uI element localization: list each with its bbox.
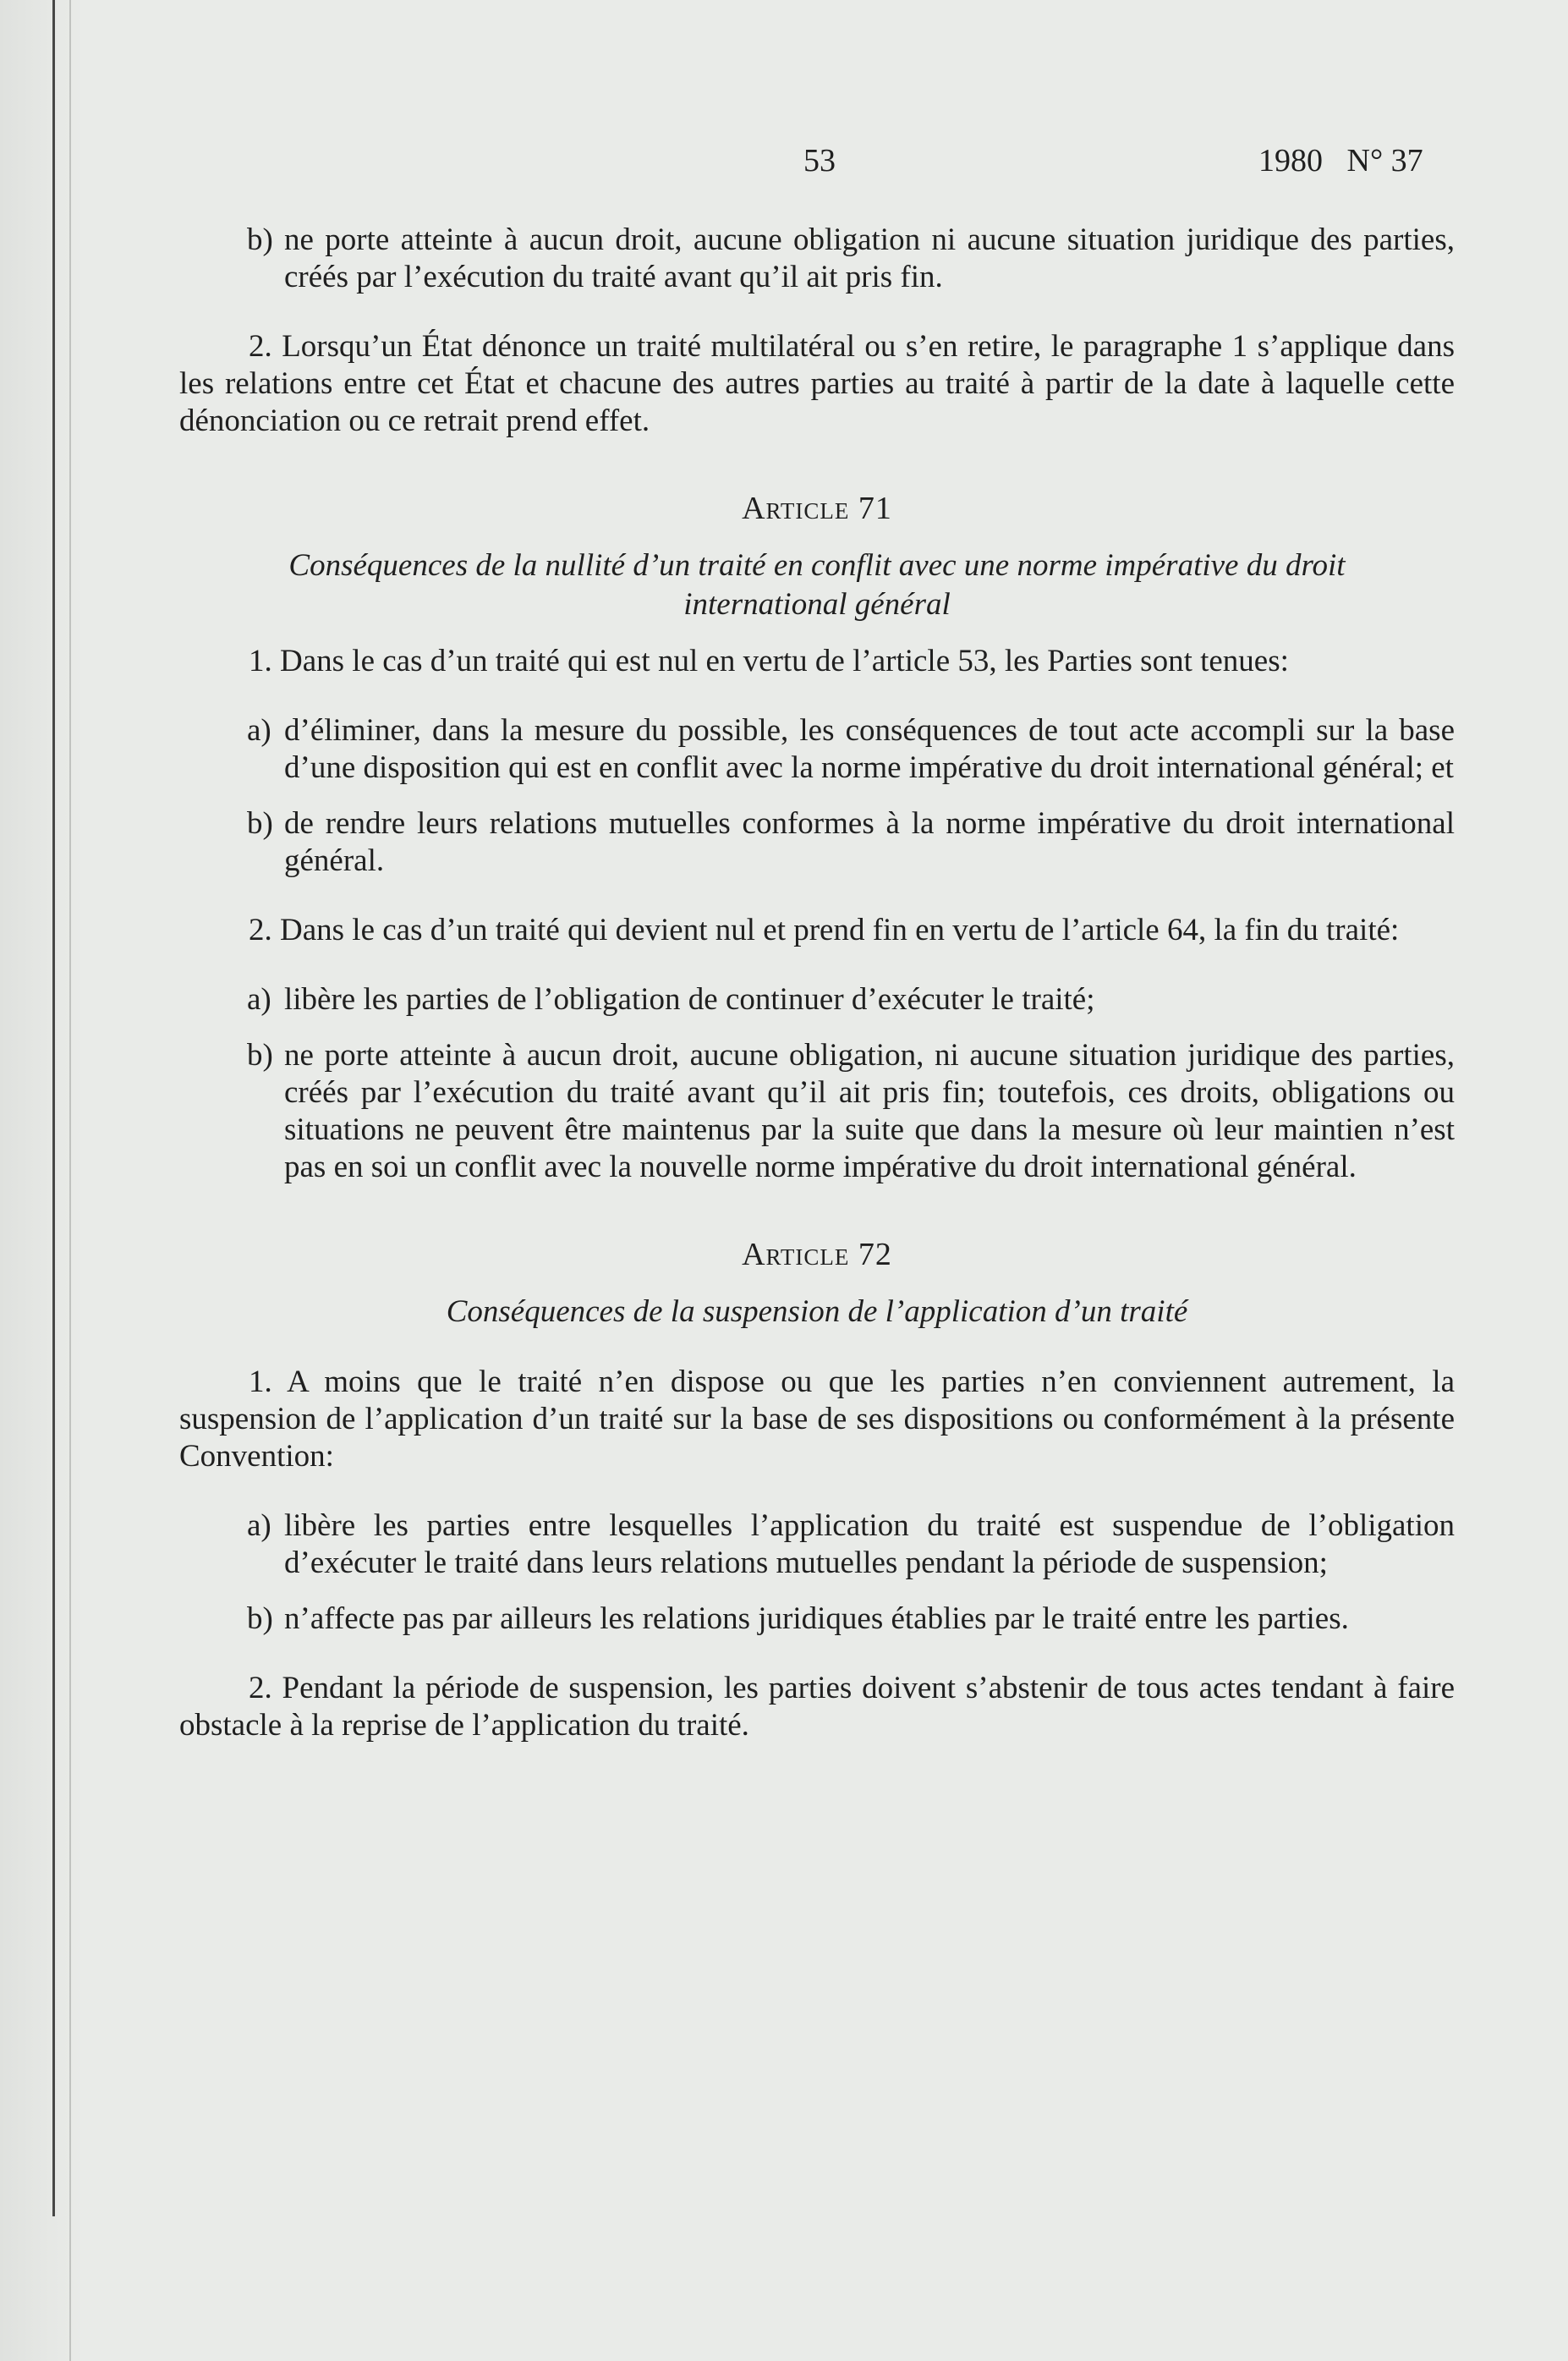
page-number: 53 [803, 143, 836, 178]
page-content [179, 222, 1455, 1744]
item-label: a) [247, 982, 271, 1017]
article-71-item-a [179, 712, 1455, 787]
article-72-item-b [179, 1601, 1455, 1638]
article-71-heading: Article 71 [742, 491, 892, 526]
item-text: ne porte atteinte à aucun droit, aucune obligation, ni aucune situation juridique des parties, créés par l’exécution du traité avant qu’il ait pris fin; toutefois, ces droits, obligations ou situations ne peuvent être maintenus par la suite que dans la mesure où leur maintien n’est pas en soi un conflit avec la nouvelle norme impérative du droit international général. [284, 1038, 1455, 1184]
item-label: a) [247, 713, 271, 748]
article-72-title: Conséquences de la suspension de l’application d’un traité [446, 1294, 1188, 1329]
item-text: libère les parties de l’obligation de continuer d’exécuter le traité; [284, 982, 1095, 1017]
item-text: ne porte atteinte à aucun droit, aucune obligation ni aucune situation juridique des parties, créés par l’exécution du traité avant qu’il ait pris fin. [284, 222, 1455, 294]
article-71-item-2a [179, 981, 1455, 1019]
article-71-paragraph-2: 2. Dans le cas d’un traité qui devient nul et prend fin en vertu de l’article 64, la fin du traité: [249, 913, 1400, 947]
article-71-item-b [179, 805, 1455, 880]
item-text: d’éliminer, dans la mesure du possible, les conséquences de tout acte accompli sur la base d’une disposition qui est en conflit avec la norme impérative du droit international général; et [284, 713, 1455, 785]
article-71-item-2b [179, 1037, 1455, 1186]
item-label: b) [247, 1038, 273, 1073]
article-72-paragraph-2: 2. Pendant la période de suspension, les parties doivent s’abstenir de tous actes tendant à faire obstacle à la reprise de l’application du traité. [179, 1671, 1455, 1743]
item-label: a) [247, 1508, 271, 1543]
item-text: de rendre leurs relations mutuelles conformes à la norme impérative du droit international général. [284, 806, 1455, 878]
article-71-title: Conséquences de la nullité d’un traité en conflit avec une norme impérative du droit international général [288, 548, 1346, 622]
item-text: n’affecte pas par ailleurs les relations juridiques établies par le traité entre les parties. [284, 1601, 1349, 1636]
document-reference: 1980 N° 37 [1258, 143, 1423, 178]
intro-paragraph-2: 2. Lorsqu’un État dénonce un traité multilatéral ou s’en retire, le paragraphe 1 s’applique dans les relations entre cet État et chacune des autres parties au traité à partir de la date à laquelle cette dénonciation ou ce retrait prend effet. [179, 329, 1455, 438]
page-header [0, 142, 1568, 184]
item-label: b) [247, 806, 273, 841]
article-72-paragraph-1: 1. A moins que le traité n’en dispose ou que les parties n’en conviennent autrement, la suspension de l’application d’un traité sur la base de ses dispositions ou conformément à la présente Convention: [179, 1364, 1455, 1474]
item-text: libère les parties entre lesquelles l’application du traité est suspendue de l’obligation d’exécuter le traité dans leurs relations mutuelles pendant la période de suspension; [284, 1508, 1455, 1580]
intro-item-b [179, 222, 1455, 296]
article-71-paragraph-1: 1. Dans le cas d’un traité qui est nul en vertu de l’article 53, les Parties sont tenues: [249, 644, 1289, 678]
item-label: b) [247, 1601, 273, 1636]
article-72-item-a [179, 1507, 1455, 1582]
article-72-heading: Article 72 [742, 1237, 892, 1272]
item-label: b) [247, 222, 273, 257]
